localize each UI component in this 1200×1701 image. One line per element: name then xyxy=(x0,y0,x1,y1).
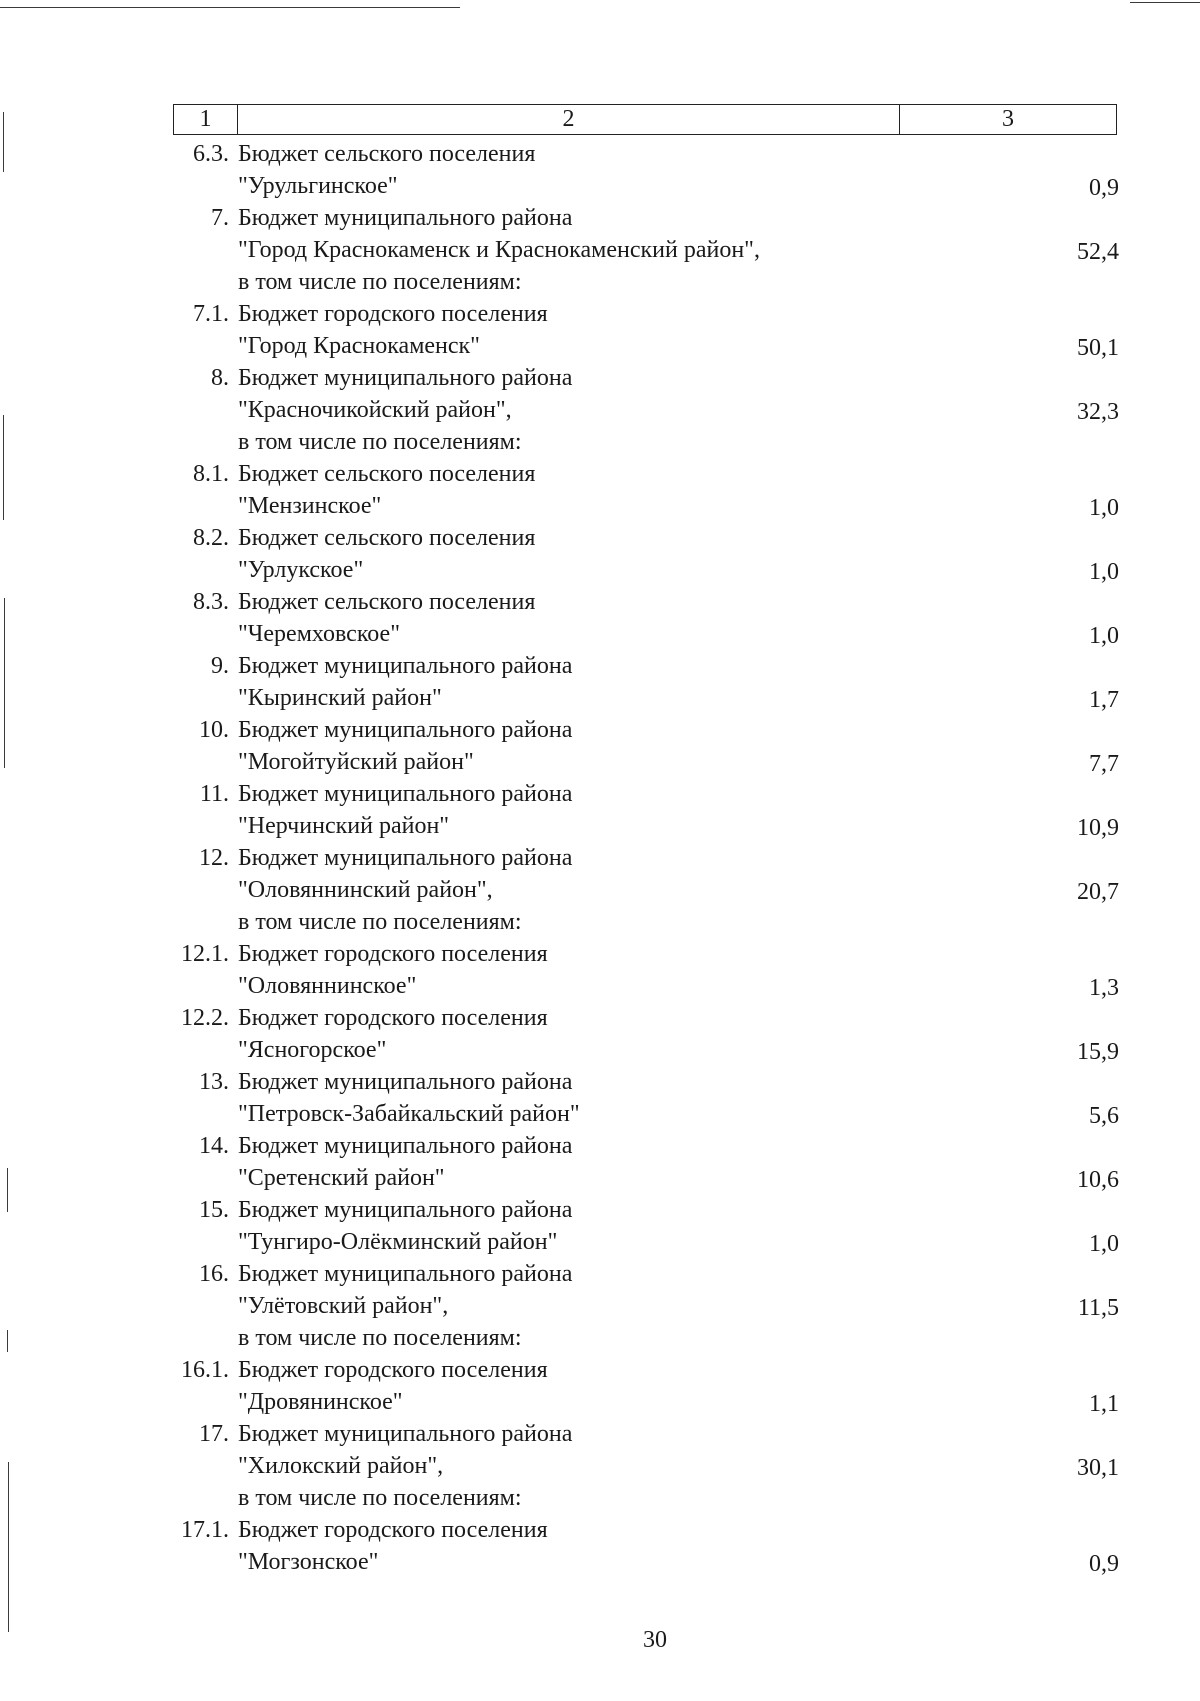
row-name-line-1: Бюджет муниципального района xyxy=(238,1069,573,1095)
table-row xyxy=(173,458,1119,522)
row-value: 1,3 xyxy=(1089,975,1119,1001)
row-value: 50,1 xyxy=(1077,335,1119,361)
row-number: 8.2. xyxy=(193,525,229,551)
row-value: 7,7 xyxy=(1089,751,1119,777)
subheading-row xyxy=(173,906,1119,938)
row-value: 0,9 xyxy=(1089,1551,1119,1577)
row-name-line-2: "Могзонское" xyxy=(238,1549,379,1575)
scan-artifact-left-2 xyxy=(3,415,4,520)
row-number: 7.1. xyxy=(193,301,229,327)
row-name-line-2: "Город Краснокаменск и Краснокаменский район", xyxy=(238,237,760,263)
header-col-2: 2 xyxy=(238,105,900,134)
row-name-line-2: "Хилокский район", xyxy=(238,1453,444,1479)
table-row xyxy=(173,650,1119,714)
table-row xyxy=(173,778,1119,842)
subheading-row xyxy=(173,426,1119,458)
scan-artifact-left-3 xyxy=(4,598,5,768)
table-row xyxy=(173,1194,1119,1258)
row-number: 17. xyxy=(199,1421,229,1447)
row-number: 13. xyxy=(199,1069,229,1095)
row-value: 30,1 xyxy=(1077,1455,1119,1481)
row-number: 8.1. xyxy=(193,461,229,487)
table-row xyxy=(173,362,1119,426)
row-name-line-1: Бюджет муниципального района xyxy=(238,1197,573,1223)
row-value: 1,0 xyxy=(1089,559,1119,585)
row-name-line-2: "Сретенский район" xyxy=(238,1165,445,1191)
row-number: 9. xyxy=(211,653,229,679)
row-name-line-2: "Урлукское" xyxy=(238,557,364,583)
row-number: 12.1. xyxy=(181,941,229,967)
table-row xyxy=(173,714,1119,778)
row-number: 7. xyxy=(211,205,229,231)
row-name-line-2: "Оловяннинское" xyxy=(238,973,417,999)
table-row xyxy=(173,202,1119,266)
subheading-text: в том числе по поселениям: xyxy=(238,1485,522,1511)
subheading-text: в том числе по поселениям: xyxy=(238,909,522,935)
table-row xyxy=(173,298,1119,362)
row-name-line-1: Бюджет городского поселения xyxy=(238,1517,548,1543)
row-number: 8. xyxy=(211,365,229,391)
row-value: 52,4 xyxy=(1077,239,1119,265)
subheading-text: в том числе по поселениям: xyxy=(238,1325,522,1351)
subheading-row xyxy=(173,266,1119,298)
row-name-line-1: Бюджет городского поселения xyxy=(238,1005,548,1031)
table-row xyxy=(173,1258,1119,1322)
row-value: 5,6 xyxy=(1089,1103,1119,1129)
row-name-line-1: Бюджет муниципального района xyxy=(238,1421,573,1447)
row-name-line-1: Бюджет муниципального района xyxy=(238,781,573,807)
scan-artifact-left-5 xyxy=(7,1330,8,1352)
table-row xyxy=(173,138,1119,202)
row-number: 10. xyxy=(199,717,229,743)
row-value: 1,1 xyxy=(1089,1391,1119,1417)
row-name-line-1: Бюджет муниципального района xyxy=(238,1261,573,1287)
table-row xyxy=(173,938,1119,1002)
row-number: 17.1. xyxy=(181,1517,229,1543)
row-name-line-2: "Ясногорское" xyxy=(238,1037,387,1063)
row-name-line-1: Бюджет муниципального района xyxy=(238,205,573,231)
row-name-line-2: "Кыринский район" xyxy=(238,685,442,711)
row-number: 8.3. xyxy=(193,589,229,615)
row-number: 12. xyxy=(199,845,229,871)
scan-artifact-left-6 xyxy=(8,1462,9,1632)
row-name-line-1: Бюджет городского поселения xyxy=(238,941,548,967)
table-body xyxy=(173,138,1119,1578)
row-name-line-1: Бюджет городского поселения xyxy=(238,301,548,327)
row-value: 20,7 xyxy=(1077,879,1119,905)
scan-artifact-top xyxy=(0,7,460,8)
row-value: 1,0 xyxy=(1089,495,1119,521)
row-name-line-2: "Мензинское" xyxy=(238,493,382,519)
header-col-3: 3 xyxy=(1002,106,1014,132)
row-number: 12.2. xyxy=(181,1005,229,1031)
row-name-line-1: Бюджет муниципального района xyxy=(238,717,573,743)
row-name-line-2: "Нерчинский район" xyxy=(238,813,450,839)
table-row xyxy=(173,1002,1119,1066)
row-name-line-2: "Урульгинское" xyxy=(238,173,398,199)
row-name-line-1: Бюджет муниципального района xyxy=(238,653,573,679)
row-name-line-2: "Оловяннинский район", xyxy=(238,877,493,903)
table-row xyxy=(173,1066,1119,1130)
row-name-line-2: "Тунгиро-Олёкминский район" xyxy=(238,1229,558,1255)
row-name-line-2: "Город Краснокаменск" xyxy=(238,333,480,359)
row-name-line-1: Бюджет сельского поселения xyxy=(238,141,536,167)
scan-artifact-left-4 xyxy=(7,1168,8,1212)
subheading-row xyxy=(173,1482,1119,1514)
table-row xyxy=(173,1514,1119,1578)
subheading-text: в том числе по поселениям: xyxy=(238,269,522,295)
table-row xyxy=(173,1418,1119,1482)
scan-artifact-top-right xyxy=(1130,2,1200,3)
row-number: 6.3. xyxy=(193,141,229,167)
row-name-line-2: "Дровянинское" xyxy=(238,1389,403,1415)
row-name-line-2: "Черемховское" xyxy=(238,621,400,647)
row-value: 0,9 xyxy=(1089,175,1119,201)
row-number: 16.1. xyxy=(181,1357,229,1383)
scan-artifact-left-1 xyxy=(3,112,4,172)
subheading-text: в том числе по поселениям: xyxy=(238,429,522,455)
row-name-line-2: "Улётовский район", xyxy=(238,1293,449,1319)
subheading-row xyxy=(173,1322,1119,1354)
row-name-line-1: Бюджет муниципального района xyxy=(238,1133,573,1159)
row-value: 10,9 xyxy=(1077,815,1119,841)
row-number: 11. xyxy=(199,781,229,807)
row-value: 1,0 xyxy=(1089,623,1119,649)
table-row xyxy=(173,1354,1119,1418)
table-row xyxy=(173,586,1119,650)
row-name-line-1: Бюджет сельского поселения xyxy=(238,461,536,487)
row-number: 15. xyxy=(199,1197,229,1223)
table-header-row xyxy=(173,104,1117,135)
table-row xyxy=(173,842,1119,906)
row-name-line-1: Бюджет муниципального района xyxy=(238,365,573,391)
table-row xyxy=(173,522,1119,586)
row-name-line-1: Бюджет сельского поселения xyxy=(238,589,536,615)
table-row xyxy=(173,1130,1119,1194)
row-value: 15,9 xyxy=(1077,1039,1119,1065)
row-name-line-2: "Красночикойский район", xyxy=(238,397,512,423)
row-value: 32,3 xyxy=(1077,399,1119,425)
row-name-line-1: Бюджет муниципального района xyxy=(238,845,573,871)
row-name-line-2: "Могойтуйский район" xyxy=(238,749,474,775)
row-value: 11,5 xyxy=(1077,1295,1119,1321)
header-col-1: 1 xyxy=(174,105,238,134)
row-number: 16. xyxy=(199,1261,229,1287)
row-value: 1,0 xyxy=(1089,1231,1119,1257)
row-name-line-2: "Петровск-Забайкальский район" xyxy=(238,1101,580,1127)
page-number: 30 xyxy=(643,1627,667,1653)
row-name-line-1: Бюджет городского поселения xyxy=(238,1357,548,1383)
row-number: 14. xyxy=(199,1133,229,1159)
row-value: 1,7 xyxy=(1089,687,1119,713)
row-value: 10,6 xyxy=(1077,1167,1119,1193)
row-name-line-1: Бюджет сельского поселения xyxy=(238,525,536,551)
